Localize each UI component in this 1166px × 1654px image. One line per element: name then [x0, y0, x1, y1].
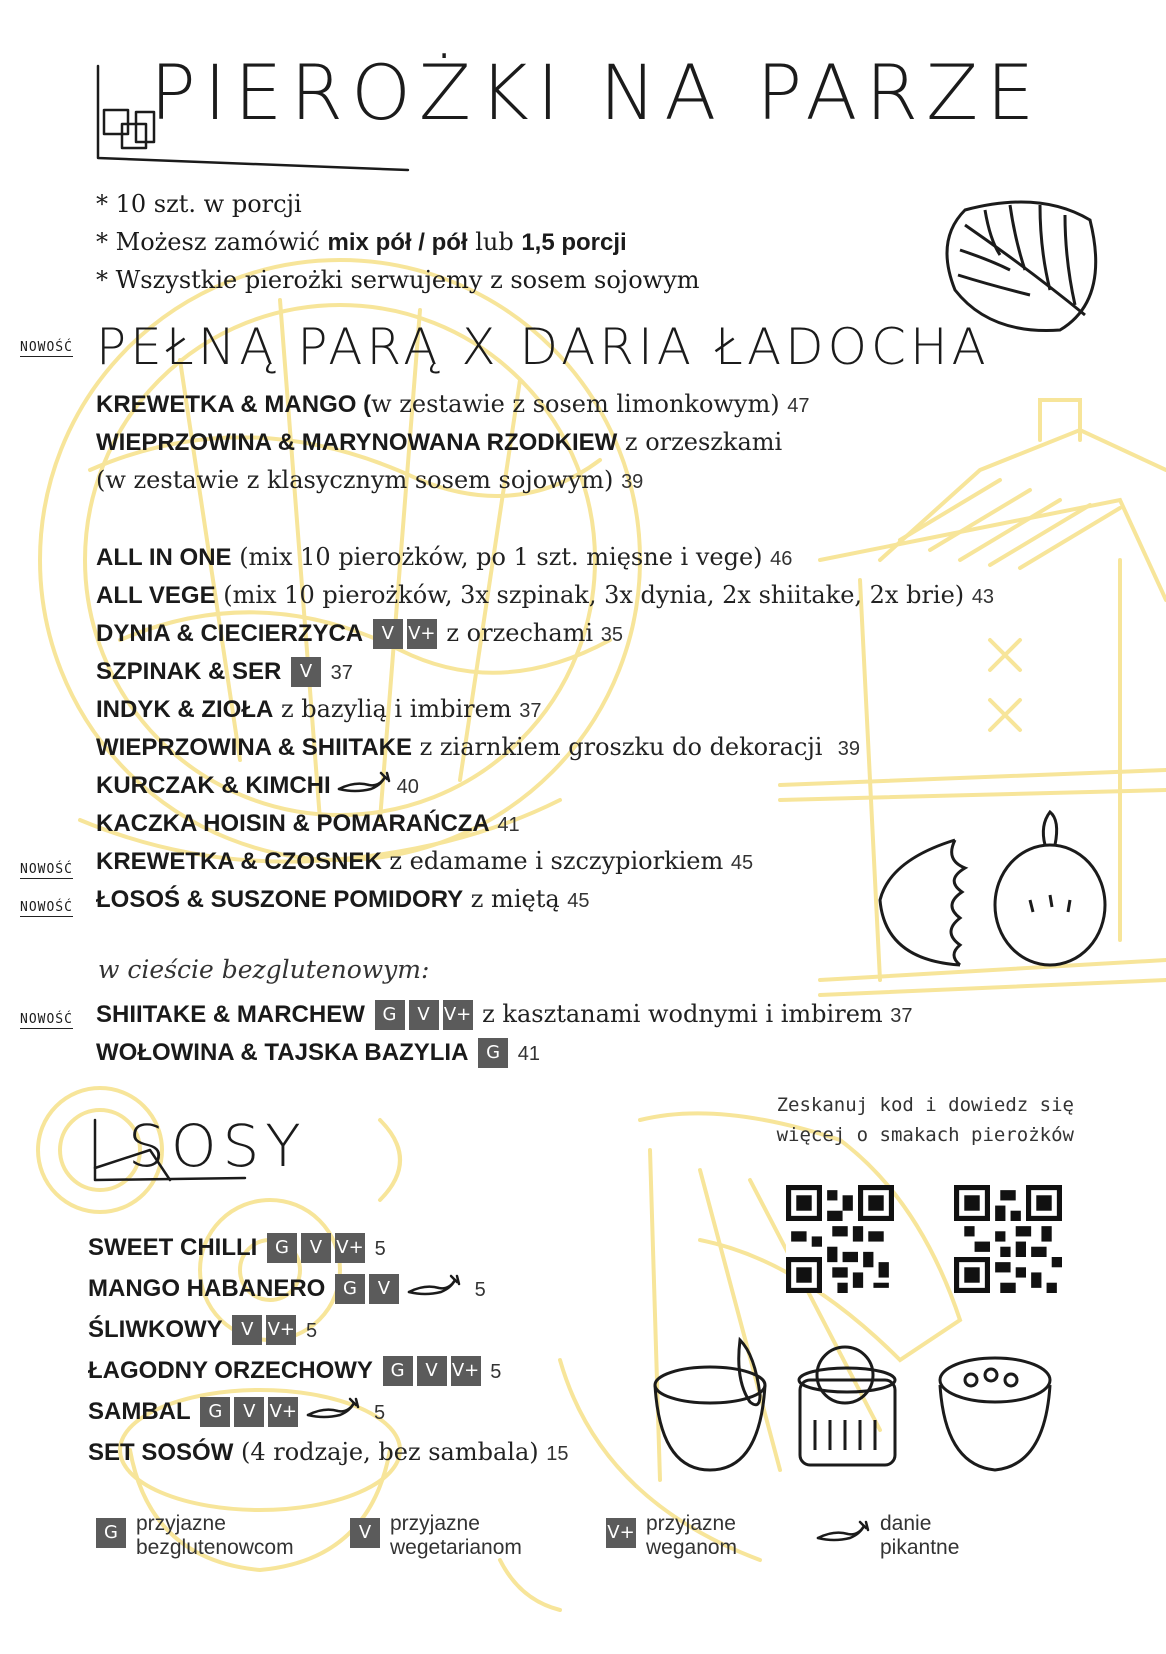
- badge-gluten-free: G: [96, 1518, 126, 1548]
- badge-vegetarian: V: [373, 619, 403, 649]
- menu-item: KACZKA HOISIN & POMARAŃCZA 41: [96, 810, 520, 837]
- qr-code-icon[interactable]: [954, 1185, 1062, 1293]
- nowosc-tag: NOWOŚĆ: [20, 900, 73, 915]
- chili-icon: [335, 769, 393, 795]
- badge-vegan: V+: [606, 1518, 636, 1548]
- badge-vegan: V+: [451, 1356, 481, 1386]
- badge-gluten-free: G: [383, 1356, 413, 1386]
- nowosc-tag: NOWOŚĆ: [20, 340, 73, 355]
- legend-vegetarian: V przyjazne wegetarianom: [348, 1512, 522, 1560]
- badge-vegetarian: V: [417, 1356, 447, 1386]
- badge-vegetarian: V: [350, 1518, 380, 1548]
- legend-spicy: danie pikantne: [814, 1512, 959, 1560]
- menu-item: WIEPRZOWINA & SHIITAKE z ziarnkiem groszku do dekoracji 39: [96, 733, 860, 761]
- sauce-bowl-icon: [655, 1340, 1050, 1470]
- legend-gluten-free: G przyjazne bezglutenowcom: [94, 1512, 294, 1560]
- page-title: PIEROŻKI NA PARZE: [150, 48, 1043, 137]
- gluten-free-subtitle: w cieście bezglutenowym:: [98, 955, 430, 984]
- sauce-item: SWEET CHILLI G V V+ 5: [88, 1234, 386, 1261]
- sauce-item: MANGO HABANERO G V 5: [88, 1269, 486, 1309]
- section-title-sauces: SOSY: [128, 1112, 307, 1180]
- badge-vegetarian: V: [291, 657, 321, 687]
- badge-gluten-free: G: [200, 1397, 230, 1427]
- section-title-special: PEŁNĄ PARĄ X DARIA ŁADOCHA: [96, 318, 990, 376]
- sauce-item: SAMBAL G V V+ 5: [88, 1392, 385, 1432]
- menu-item: SHIITAKE & MARCHEW G V V+ z kasztanami wodnymi i imbirem 37: [96, 1000, 913, 1028]
- chili-icon: [405, 1272, 463, 1298]
- leaf-icon: [947, 202, 1096, 331]
- menu-item: WIEPRZOWINA & MARYNOWANA RZODKIEW z orzeszkami: [96, 428, 783, 456]
- note-portion: * 10 szt. w porcji: [96, 190, 302, 218]
- chili-icon: [304, 1395, 362, 1421]
- qr-caption: Zeskanuj kod i dowiedz się więcej o smakach pierożków: [776, 1094, 1074, 1146]
- menu-item: SZPINAK & SER V 37: [96, 658, 353, 685]
- badge-gluten-free: G: [375, 1000, 405, 1030]
- sauce-item: ŚLIWKOWY V V+ 5: [88, 1316, 318, 1343]
- badge-vegetarian: V: [234, 1397, 264, 1427]
- menu-item: ŁOSOŚ & SUSZONE POMIDORY z miętą 45: [96, 885, 590, 913]
- menu-item: KURCZAK & KIMCHI 40: [96, 766, 419, 806]
- dumpling-icon: [880, 812, 1105, 965]
- badge-vegan: V+: [335, 1233, 365, 1263]
- badge-vegetarian: V: [232, 1315, 262, 1345]
- menu-item: ALL VEGE (mix 10 pierożków, 3x szpinak, 3x dynia, 2x shiitake, 2x brie) 43: [96, 581, 995, 609]
- badge-vegan: V+: [407, 619, 437, 649]
- sauce-item: ŁAGODNY ORZECHOWY G V V+ 5: [88, 1357, 502, 1384]
- badge-vegetarian: V: [369, 1274, 399, 1304]
- badge-vegetarian: V: [409, 1000, 439, 1030]
- nowosc-tag: NOWOŚĆ: [20, 1012, 73, 1027]
- menu-item: KREWETKA & CZOSNEK z edamame i szczypiorkiem 45: [96, 847, 754, 875]
- badge-gluten-free: G: [478, 1038, 508, 1068]
- badge-vegan: V+: [443, 1000, 473, 1030]
- menu-item: WOŁOWINA & TAJSKA BAZYLIA G 41: [96, 1039, 540, 1066]
- badge-gluten-free: G: [267, 1233, 297, 1263]
- sauce-item: SET SOSÓW (4 rodzaje, bez sambala) 15: [88, 1438, 569, 1466]
- qr-code-icon[interactable]: [786, 1185, 894, 1293]
- menu-item: ALL IN ONE (mix 10 pierożków, po 1 szt. mięsne i vege) 46: [96, 543, 793, 571]
- badge-vegan: V+: [266, 1315, 296, 1345]
- note-soy-sauce: * Wszystkie pierożki serwujemy z sosem sojowym: [96, 266, 700, 294]
- badge-vegan: V+: [268, 1397, 298, 1427]
- note-mix: * Możesz zamówić mix pół / pół lub 1,5 porcji: [96, 228, 627, 256]
- badge-vegetarian: V: [301, 1233, 331, 1263]
- menu-item-continued: (w zestawie z klasycznym sosem sojowym) 39: [96, 466, 644, 494]
- menu-item: KREWETKA & MANGO (w zestawie z sosem limonkowym) 47: [96, 390, 810, 418]
- badge-gluten-free: G: [335, 1274, 365, 1304]
- nowosc-tag: NOWOŚĆ: [20, 862, 73, 877]
- menu-item: DYNIA & CIECIERZYCA V V+ z orzechami 35: [96, 619, 623, 647]
- menu-item: INDYK & ZIOŁA z bazylią i imbirem 37: [96, 695, 542, 723]
- legend-vegan: V+ przyjazne weganom: [607, 1512, 738, 1559]
- chili-icon: [814, 1516, 872, 1546]
